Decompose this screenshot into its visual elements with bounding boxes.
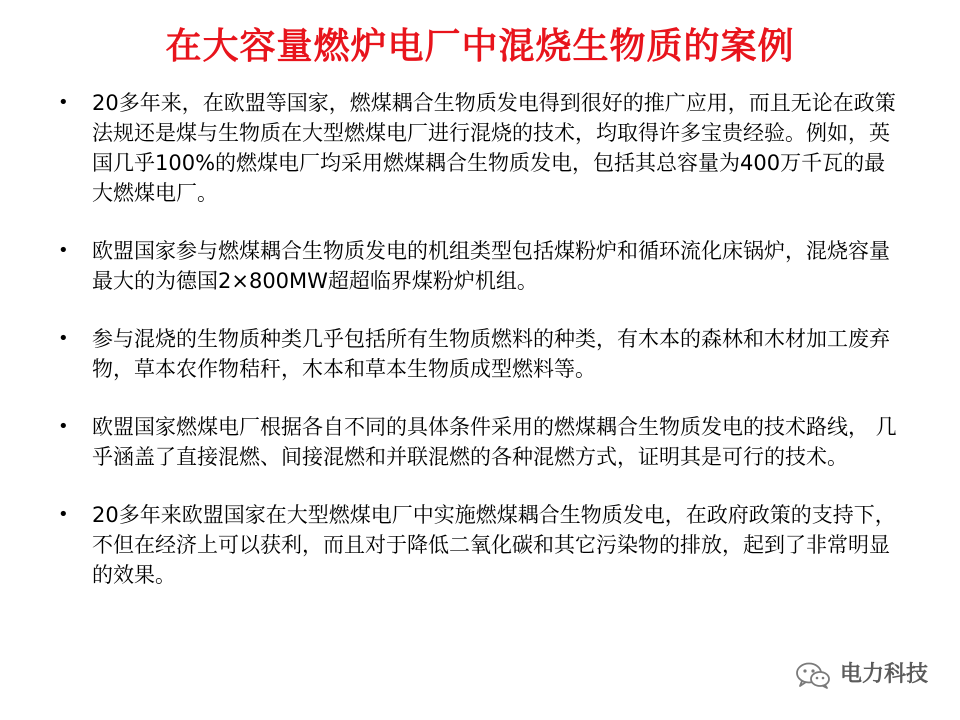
watermark-text: 电力科技: [839, 662, 928, 687]
bullet-item: [54, 236, 914, 296]
slide-title: 在大容量燃炉电厂中混烧生物质的案例: [165, 26, 795, 67]
bullet-dot: •: [58, 328, 69, 349]
bullet-item: [54, 324, 914, 384]
watermark: [794, 660, 928, 690]
bullet-text: 欧盟国家燃煤电厂根据各自不同的具体条件采用的燃煤耦合生物质发电的技术路线， 几乎涵盖了直接混燃、间接混燃和并联混燃的各种混燃方式，证明其是可行的技术。: [92, 415, 897, 469]
bullet-list: [54, 88, 914, 590]
bullet-item: [54, 88, 914, 208]
bullet-dot: •: [58, 240, 69, 261]
bullet-text: 20多年来，在欧盟等国家，燃煤耦合生物质发电得到很好的推广应用，而且无论在政策法规还是煤与生物质在大型燃煤电厂进行混烧的技术，均取得许多宝贵经验。例如，英国几乎100%的燃煤电厂均采用燃煤耦合生物质发电，包括其总容量为400万千瓦的最大燃煤电厂。: [92, 91, 896, 205]
bullet-dot: •: [58, 504, 69, 525]
bullet-text: 20多年来欧盟国家在大型燃煤电厂中实施燃煤耦合生物质发电，在政府政策的支持下， 不但在经济上可以获利，而且对于降低二氧化碳和其它污染物的排放，起到了非常明显的效果。: [92, 503, 896, 587]
bullet-text: 欧盟国家参与燃煤耦合生物质发电的机组类型包括煤粉炉和循环流化床锅炉，混烧容量最大的为德国2×800MW超超临界煤粉炉机组。: [92, 239, 890, 293]
wechat-icon: [794, 660, 832, 690]
bullet-item: [54, 500, 914, 590]
bullet-dot: •: [58, 416, 69, 437]
bullet-text: 参与混烧的生物质种类几乎包括所有生物质燃料的种类，有木本的森林和木材加工废弃物，草本农作物秸秆，木本和草本生物质成型燃料等。: [92, 327, 890, 381]
bullet-item: [54, 412, 914, 472]
bullet-dot: •: [58, 92, 69, 113]
